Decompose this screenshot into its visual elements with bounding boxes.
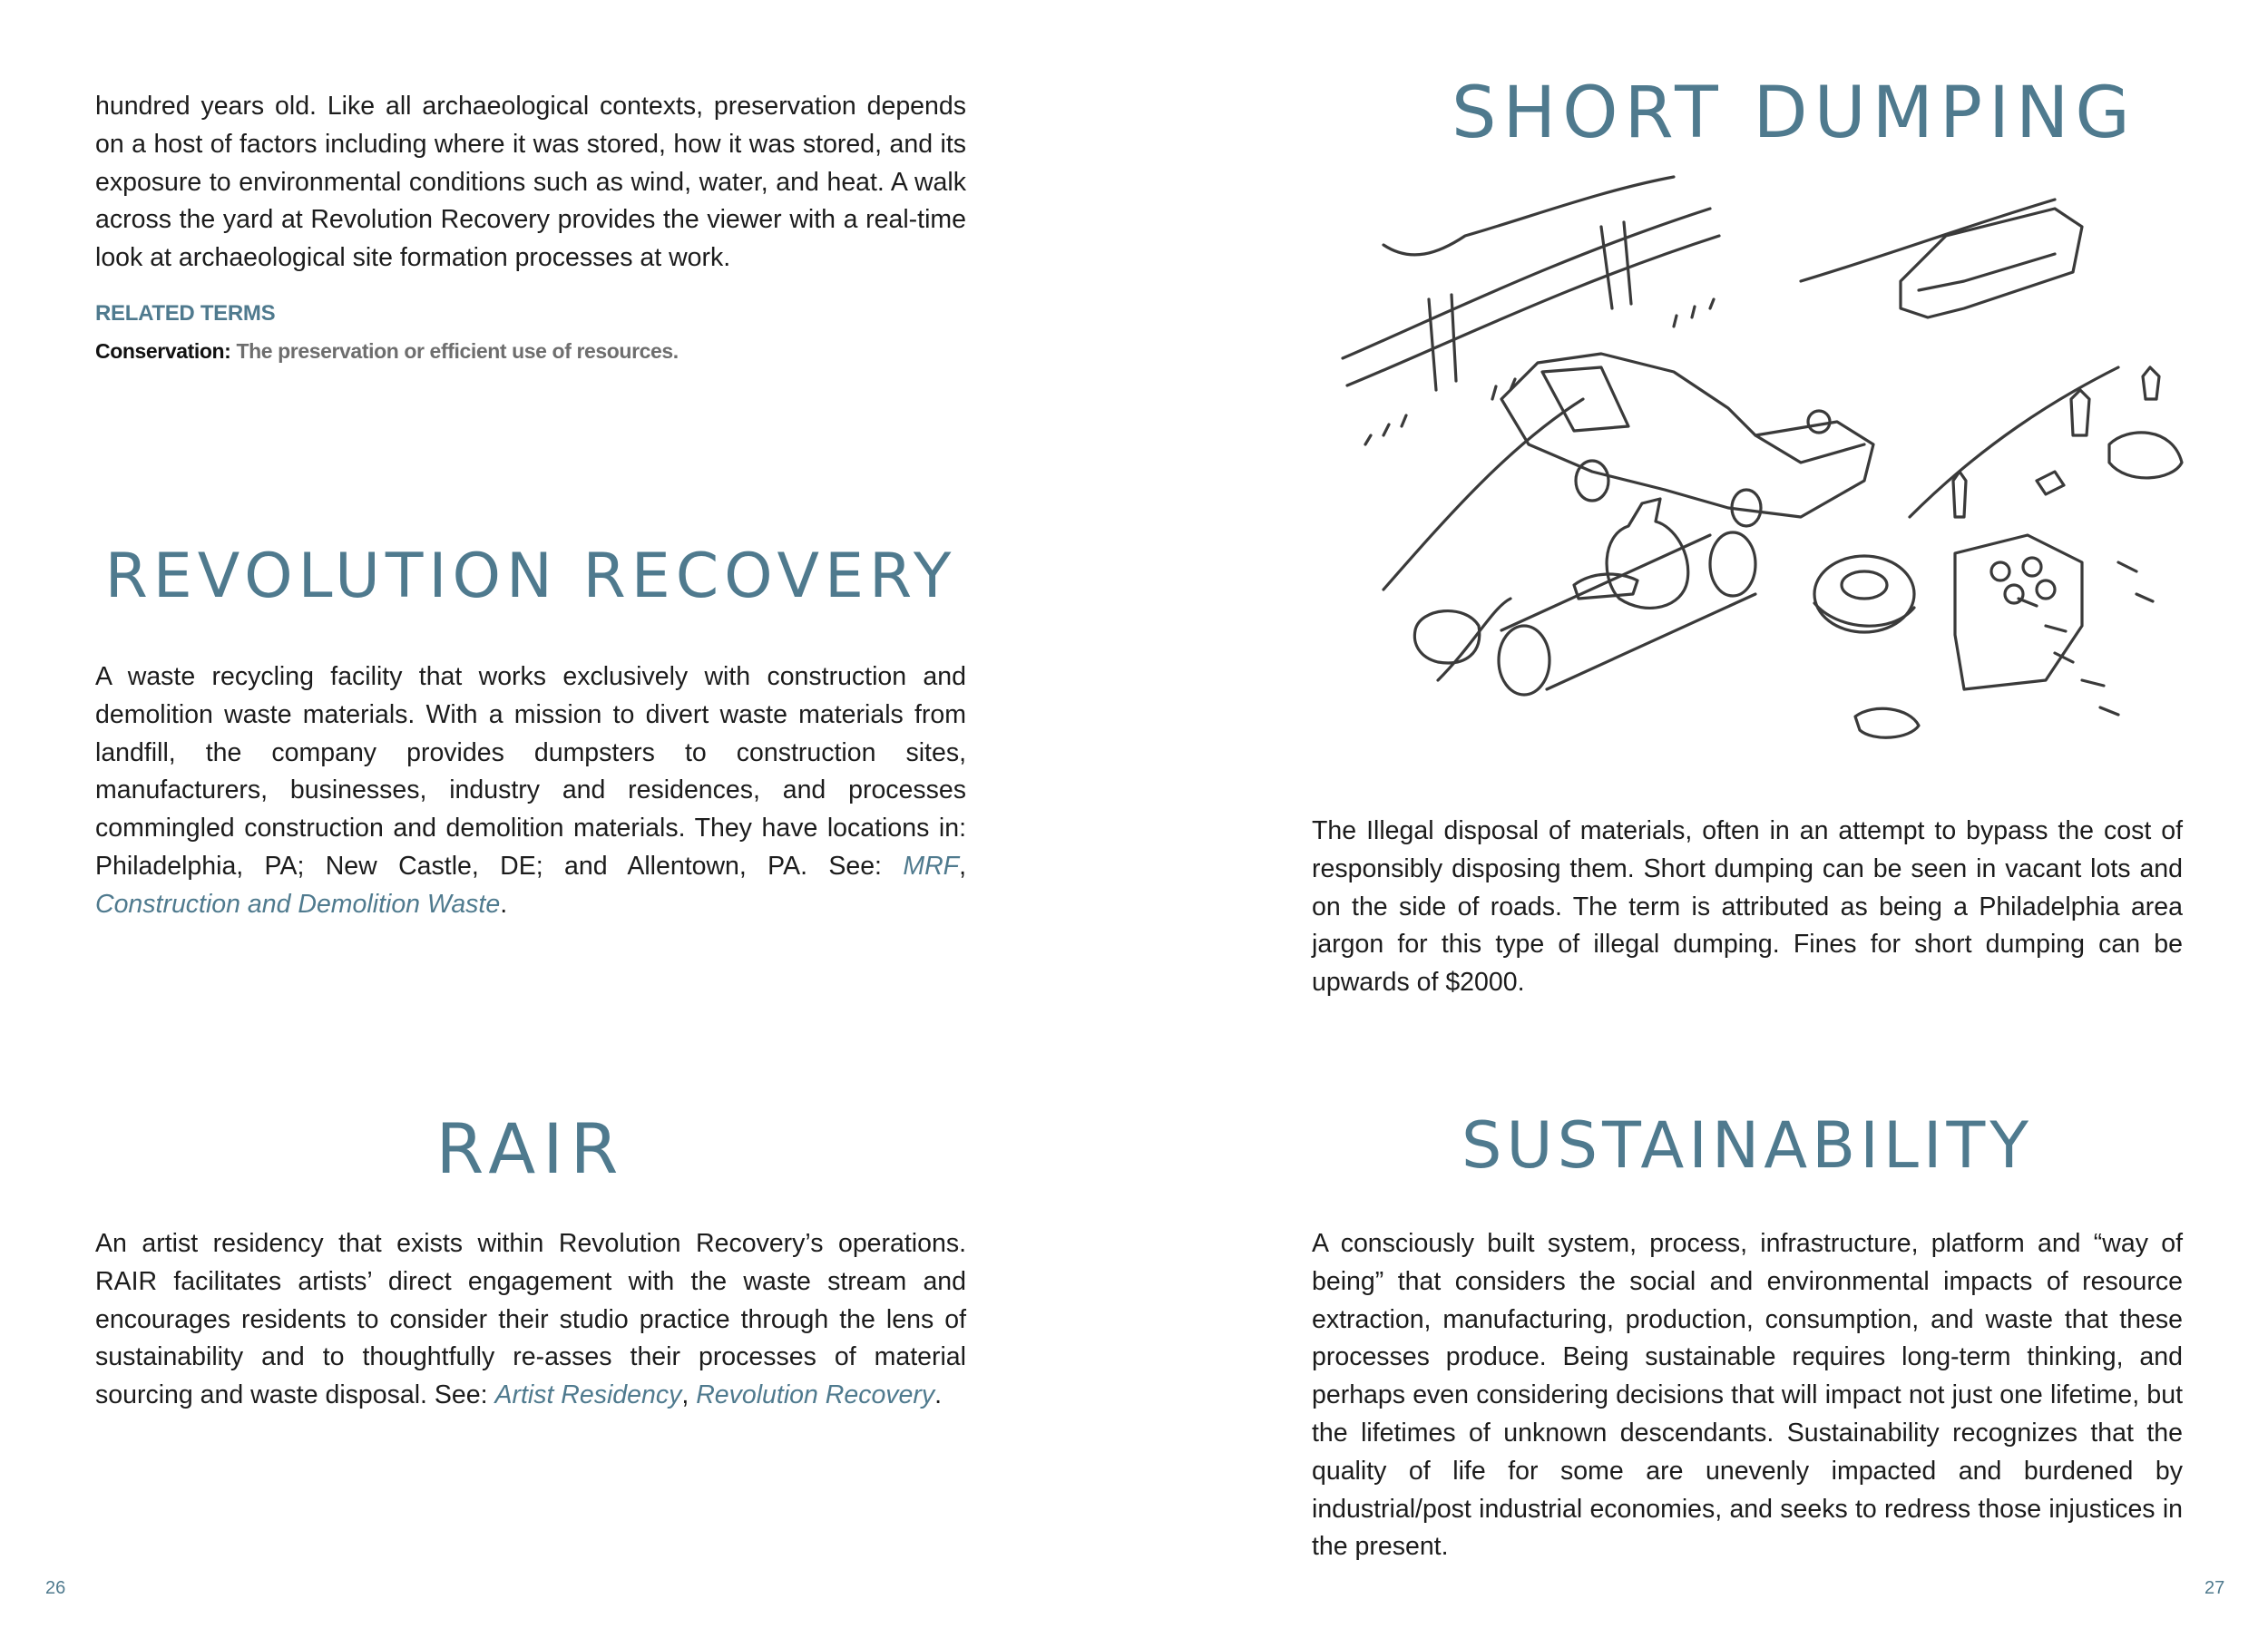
- sentence-end: .: [500, 889, 508, 919]
- car-wheel-icon: [1576, 461, 1608, 501]
- related-term-definition: The preservation or efficient use of resources.: [236, 339, 679, 363]
- grass-tick-icon: [1365, 299, 1714, 444]
- bottle-icon: [2143, 367, 2159, 399]
- fence-post-icon: [1601, 222, 1631, 308]
- sustainability-heading: SUSTAINABILITY: [1461, 1108, 2034, 1183]
- revolution-recovery-body: [95, 658, 966, 924]
- short-dumping-heading: SHORT DUMPING: [1452, 73, 2136, 154]
- backpack-icon: [1414, 611, 1479, 663]
- couch-icon: [1901, 209, 2082, 317]
- rolled-carpet-end-icon: [1710, 532, 1755, 596]
- fence-rail-icon: [1383, 177, 1674, 255]
- debris-icon: [1855, 708, 1919, 737]
- related-term: Conservation:: [95, 339, 231, 363]
- stove-burner-icon: [2037, 580, 2055, 599]
- car-window-icon: [1542, 367, 1628, 431]
- revolution-recovery-heading: REVOLUTION RECOVERY: [104, 541, 957, 612]
- link-revolution-recovery[interactable]: Revolution Recovery: [696, 1380, 935, 1410]
- debris-icon: [2109, 433, 2182, 478]
- rair-body: [95, 1225, 966, 1415]
- road-edge-icon: [1801, 200, 2055, 281]
- short-dumping-illustration-icon: [1329, 172, 2200, 780]
- rair-heading: RAIR: [435, 1108, 626, 1189]
- tire-inner-icon: [1842, 571, 1887, 599]
- road-edge-icon: [1910, 367, 2118, 517]
- sustainability-body: A consciously built system, process, infrastructure, platform and “way of being” that considers the social and environmental impacts of resource extraction, manufacturing, production, consumption, and waste that these processes produce. Being sustainable requires long-term thinking, and perhaps even considering decisions that will impact not just one lifetime, but the lifetimes of unknown descendants. Sustainability recognizes that the quality of life for some are unevenly impacted and burdened by industrial/post industrial economies, and seeks to redress those injustices in the present.: [1312, 1229, 2183, 1562]
- short-dumping-body: The Illegal disposal of materials, often in an attempt to bypass the cost of responsibly disposing them. Short dumping can be seen in vacant lots and on the side of roads. The term is attributed as being a Philadelphia area jargon for this type of illegal dumping. Fines for short dumping can be upwards of $2000.: [1312, 816, 2183, 998]
- trash-bag-icon: [1607, 499, 1688, 608]
- page-number-left: 26: [45, 1578, 66, 1598]
- rair-text: An artist residency that exists within Revolution Recovery’s operations. RAIR facilitates artists’ direct engagement with the waste stream and encourages residents to consider their studio practice through the lens of sustainability and to thoughtfully re-asses their processes of material sourcing and waste disposal. See:: [95, 1229, 966, 1410]
- related-terms-title: RELATED TERMS: [95, 301, 276, 326]
- revolution-recovery-text: A waste recycling facility that works exclusively with construction and demolition waste materials. With a mission to divert waste materials from landfill, the company provides dumpsters to construction sites, manufacturers, businesses, industry and residences, and processes commingled construction and demolition materials. They have locations in: Philadelphia, PA; New Castle, DE; and Allentown, PA. See:: [95, 662, 966, 881]
- stove-burner-icon: [2023, 558, 2041, 576]
- trash-can-icon: [1808, 411, 1830, 433]
- rolled-carpet-icon: [1501, 535, 1755, 689]
- link-artist-residency[interactable]: Artist Residency: [494, 1380, 682, 1410]
- sentence-end: .: [934, 1380, 943, 1410]
- fence-post-icon: [1429, 295, 1456, 390]
- link-separator: ,: [681, 1380, 689, 1410]
- related-term-line: [95, 339, 679, 364]
- link-separator: ,: [959, 851, 966, 881]
- stove-icon: [1955, 535, 2082, 689]
- link-mrf[interactable]: MRF: [903, 851, 960, 881]
- stove-burner-icon: [2005, 585, 2023, 603]
- car-trunk-icon: [1755, 435, 1864, 463]
- stove-burner-icon: [1991, 562, 2009, 580]
- fence-rail-icon: [1347, 236, 1719, 385]
- bottle-icon: [1953, 472, 1966, 517]
- fence-rail-icon: [1343, 209, 1710, 358]
- car-icon: [1501, 354, 1873, 517]
- shoe-icon: [1574, 574, 1637, 599]
- road-edge-icon: [1383, 399, 1583, 590]
- rolled-carpet-end-icon: [1499, 626, 1549, 695]
- bottle-icon: [2071, 390, 2089, 435]
- page-number-right: 27: [2204, 1578, 2225, 1598]
- debris-icon: [2037, 472, 2064, 494]
- link-construction-demolition-waste[interactable]: Construction and Demolition Waste: [95, 889, 501, 919]
- intro-paragraph: hundred years old. Like all archaeological contexts, preservation depends on a host of factors including where it was stored, how it was stored, and its exposure to environmental conditions such as wind, water, and heat. A walk across the yard at Revolution Recovery provides the viewer with a real-time look at archaeological site formation processes at work.: [95, 92, 966, 273]
